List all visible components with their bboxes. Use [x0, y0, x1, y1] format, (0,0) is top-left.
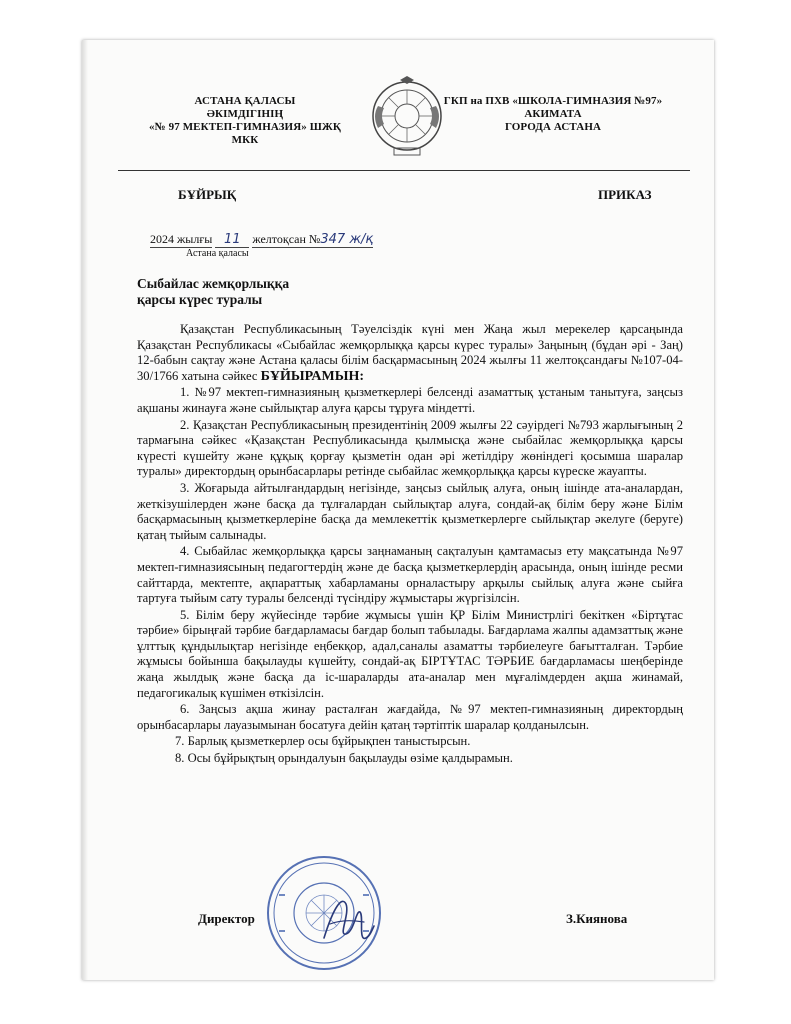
order-number: 347 ж/қ [320, 232, 374, 247]
date-month: желтоқсан № [252, 232, 321, 246]
order-item-7: 7. Барлық қызметкерлер осы бұйрықпен таныстырсын. [175, 734, 471, 749]
order-item-8: 8. Осы бұйрықтың орындалуын бақылауды өзіме қалдырамын. [175, 751, 513, 766]
signature-name: З.Киянова [566, 911, 628, 926]
header-left-line-3: «№ 97 МЕКТЕП-ГИМНАЗИЯ» ШЖҚ МКК [149, 121, 341, 146]
order-item-2: 2. Қазақстан Республикасының президентінің 2009 жылғы 22 сәуірдегі №793 жарлығының 2 тармағына сәйкес «Қазақстан Республикасында қылмысқа және сыбайлас жемқорлыққа қарсы күресті күшейту және құқық қорғау қызметін одан әрі жетілдіру жөніндегі қосымша шаралар туралы» директордың орынбасарлары ретінде сыбайлас жемқорлыққа қарсы күреске жауапты. [137, 417, 683, 479]
order-item-5: 5. Білім беру жүйесінде тәрбие жұмысы үшін ҚР Білім Министрлігі бекіткен «Біртұтас тәрбие» бірыңғай тәрбие бағдарламасы бағдар болып табылады. Бағдарлама жалпы адамзаттық және ұлттық құндылықтар негізінде еңбекқор, адал,саналы азаматты тәрбиелеуге бағытталған. Тәрбие жұмысы бойынша бақылауды күшейту, сондай-ақ БІРТҰТАС ТӘРБИЕ бағдарламасы шеңберінде жаңа жылдық және басқа да іс-шараларды ата-аналар мен мұғалімдерден ақша жинамай, педагогикалық күшімен өткізілсін. [137, 607, 683, 700]
date-year: 2024 жылғы [150, 232, 213, 246]
order-item-6: 6. Заңсыз ақша жинау расталған жағдайда, №97 мектеп-гимназияның директордың орынбасарлары лауазымынан босатуға дейін қатаң тәртіптік шаралар қолданылсын. [137, 702, 683, 732]
header-right-line-3: ГОРОДА АСТАНА [504, 121, 602, 133]
subject-line-2: қарсы күрес туралы [137, 292, 263, 307]
order-body [137, 322, 683, 767]
order-item-1: 1. №97 мектеп-гимназияның қызметкерлері белсенді азаматтық ұстаным танытуға, заңсыз ақшаны жинауға және сыйлықтар алуға қарсы тұруға міндетті. [137, 385, 683, 415]
doc-title-ru: ПРИКАЗ [598, 187, 652, 202]
order-word: БҰЙЫРАМЫН [260, 368, 360, 384]
header-left-line-1: АСТАНА ҚАЛАСЫ [194, 95, 296, 107]
city-label: Астана қаласы [186, 248, 249, 259]
header-right-line-2: АКИМАТА [524, 108, 582, 120]
signature-role: Директор [198, 911, 255, 926]
doc-title-kz: БҰЙРЫҚ [178, 187, 237, 202]
state-emblem-icon [370, 76, 444, 158]
subject-line-1: Сыбайлас жемқорлыққа [137, 276, 290, 291]
intro-paragraph [137, 322, 683, 384]
header-right-block [438, 95, 668, 134]
header-divider [118, 170, 690, 171]
header-left-block [145, 95, 345, 147]
header-right-line-1: ГКП на ПХВ «ШКОЛА-ГИМНАЗИЯ №97» [443, 95, 663, 107]
order-colon: : [359, 368, 365, 384]
page-edge-shadow [82, 40, 88, 980]
header-left-line-2: ӘКІМДІГІНІҢ [206, 108, 284, 120]
date-day: 11 [215, 232, 249, 248]
signature-icon [316, 886, 376, 956]
intro-text: Қазақстан Республикасының Тәуелсіздік күні мен Жаңа жыл мерекелер қарсаңында Қазақстан Республикасы «Сыбайлас жемқорлыққа қарсы күрес туралы» Заңының (бұдан әрі - Заң) 12-бабын сақтау және Астана қаласы білім басқармасының 2024 жылғы 11 желтоқсандағы №107-04-30/1766 хатына сәйкес [137, 322, 683, 383]
order-item-4: 4. Сыбайлас жемқорлыққа қарсы заңнаманың сақталуын қамтамасыз ету мақсатында №97 мектеп-гимназиясының педагогтердің және де басқа қызметкерлердің арасында, оның ішінде ресми сайттарда, мектепте, ақпараттық хабарламаны орналастыру арқылы сыйлық алуға және сыйға тартуға тыйым сату туралы белсенді түсіндіру жұмыстары жүргізілсін. [137, 544, 683, 606]
date-line [150, 232, 373, 248]
subject-block [137, 276, 387, 308]
order-item-3: 3. Жоғарыда айтылғандардың негізінде, заңсыз сыйлық алуға, оның ішінде ата-аналардан, жеткізушілерден және басқа да тұлғалардан сыйлықтар алуға, сондай-ақ білім беру және Білім басқармасының қызметкерлеріне басқа да мемлекеттік қызметкерлерге сыйлықтар әкелуге (беруге) қатаң тыйым салынады. [137, 480, 683, 542]
